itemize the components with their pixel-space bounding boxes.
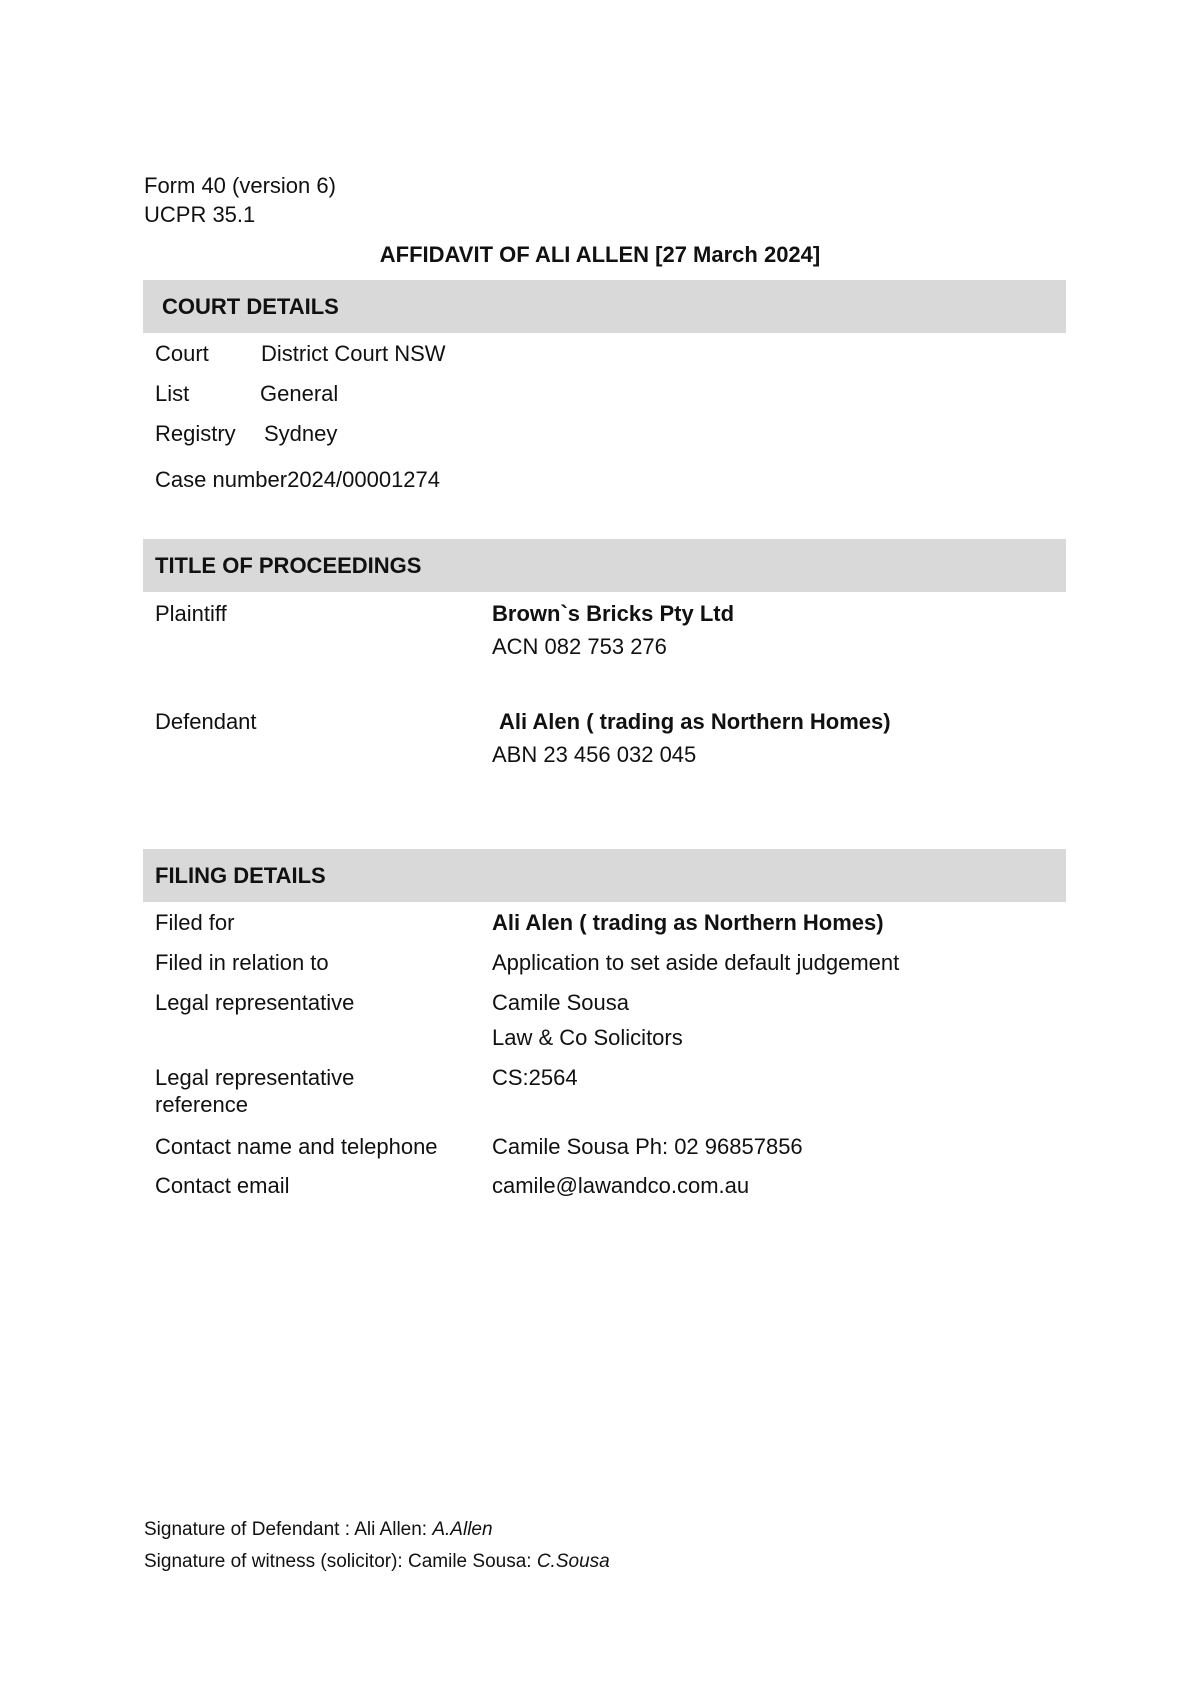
legal-representative-firm: Law & Co Solicitors xyxy=(492,1025,683,1050)
defendant-abn: ABN 23 456 032 045 xyxy=(492,742,697,767)
legal-representative-label: Legal representative xyxy=(155,990,355,1015)
defendant-signature-line xyxy=(144,1518,493,1542)
rule-reference: UCPR 35.1 xyxy=(144,202,256,227)
contact-name-telephone-label: Contact name and telephone xyxy=(155,1134,438,1159)
defendant-signature-text: Signature of Defendant : Ali Allen: xyxy=(144,1519,433,1540)
filed-in-relation-label: Filed in relation to xyxy=(155,950,329,975)
court-details-band xyxy=(143,280,1066,333)
defendant-signature: A.Allen xyxy=(432,1519,493,1540)
legal-reference-label-cont: reference xyxy=(155,1092,248,1117)
registry-value: Sydney xyxy=(264,421,338,446)
filed-for-value: Ali Alen ( trading as Northern Homes) xyxy=(492,910,884,935)
court-details-heading: COURT DETAILS xyxy=(162,294,339,319)
filed-in-relation-value: Application to set aside default judgement xyxy=(492,950,900,975)
filing-details-heading: FILING DETAILS xyxy=(155,863,326,888)
plaintiff-label: Plaintiff xyxy=(155,601,227,626)
contact-email-label: Contact email xyxy=(155,1173,290,1198)
defendant-label: Defendant xyxy=(155,709,257,734)
court-label: Court xyxy=(155,341,209,366)
title-of-proceedings-band xyxy=(143,539,1066,592)
filing-details-band xyxy=(143,849,1066,902)
witness-signature-text: Signature of witness (solicitor): Camile Sousa: xyxy=(144,1551,537,1572)
registry-label: Registry xyxy=(155,421,236,446)
plaintiff-name: Brown`s Bricks Pty Ltd xyxy=(492,601,735,626)
witness-signature: C.Sousa xyxy=(536,1551,610,1572)
filed-for-label: Filed for xyxy=(155,910,235,935)
case-number-value: 2024/00001274 xyxy=(287,467,441,492)
case-number-row xyxy=(155,466,440,494)
form-number: Form 40 (version 6) xyxy=(144,173,336,198)
title-of-proceedings-heading: TITLE OF PROCEEDINGS xyxy=(155,553,422,578)
legal-representative-name: Camile Sousa xyxy=(492,990,629,1015)
court-value: District Court NSW xyxy=(261,341,446,366)
list-value: General xyxy=(260,381,339,406)
document-title: AFFIDAVIT OF ALI ALLEN [27 March 2024] xyxy=(379,242,821,267)
witness-signature-line xyxy=(144,1550,610,1574)
contact-email-value: camile@lawandco.com.au xyxy=(492,1173,750,1198)
legal-reference-value: CS:2564 xyxy=(492,1065,578,1090)
plaintiff-acn: ACN 082 753 276 xyxy=(492,634,667,659)
list-label: List xyxy=(155,381,190,406)
case-number-label: Case number xyxy=(155,467,288,492)
defendant-name: Ali Alen ( trading as Northern Homes) xyxy=(499,709,891,734)
contact-name-telephone-value: Camile Sousa Ph: 02 96857856 xyxy=(492,1134,803,1159)
legal-reference-label: Legal representative xyxy=(155,1065,355,1090)
